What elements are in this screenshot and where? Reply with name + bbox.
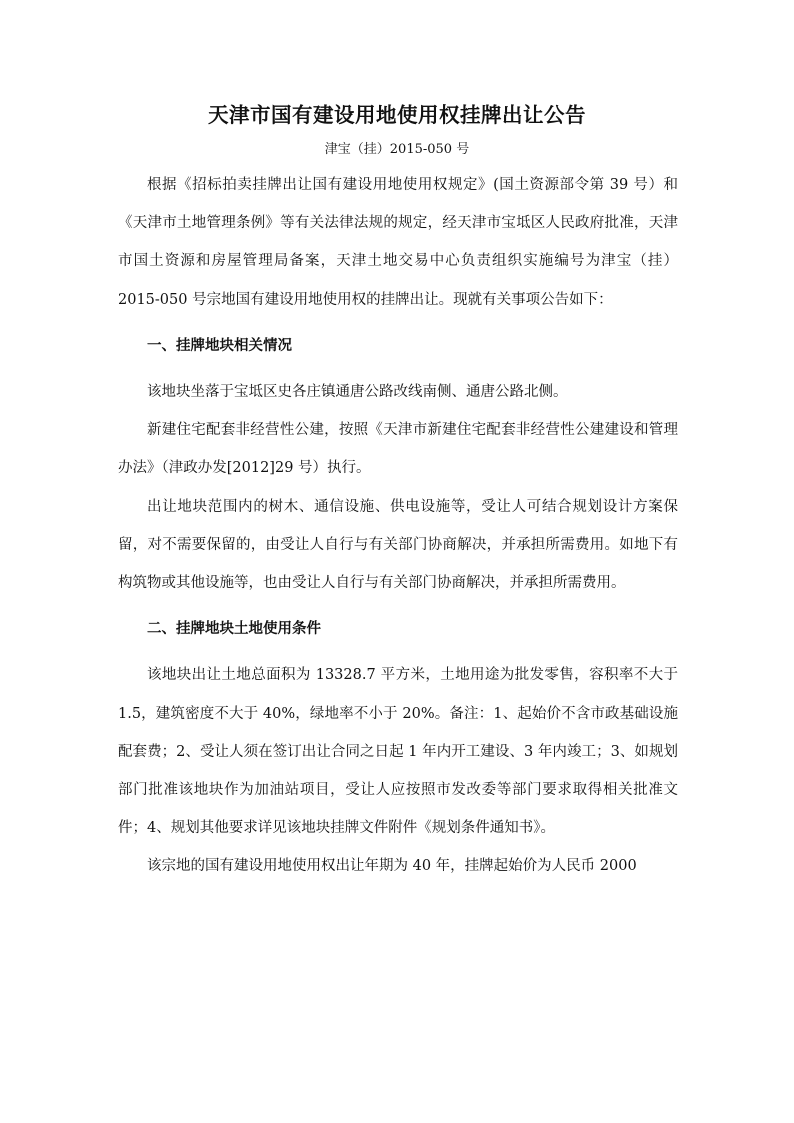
paragraph-location: 该地块坐落于宝坻区史各庄镇通唐公路改线南侧、通唐公路北侧。 [147,384,568,401]
spacer [118,319,678,327]
section-heading-1: 一、挂牌地块相关情况 [147,337,292,354]
paragraph-intro: 根据《招标拍卖挂牌出让国有建设用地使用权规定》(国土资源部令第 39 号）和《天津市土地管理条例》等有关法律法规的规定，经天津市宝坻区人民政府批准，天津市国土资源和房屋管理局备案，天津土地交易中心负责组织实施编号为津宝（挂）2015-050 号宗地国有建设用地使用权的挂牌出让。现就有关事项公告如下： [118,177,678,308]
paragraph-land-conditions: 该地块出让土地总面积为 13328.7 平方米，土地用途为批发零售，容积率不大于 1.5，建筑密度不大于 40%，绿地率不小于 20%。备注：1、起始价不含市政基础设施配套费；2、受让人须在签订出让合同之日起 1 年内开工建设、3 年内竣工；3、如规划部门批准该地块作为加油站项目，受让人应按照市发改委等部门要求取得相关批准文件；4、规划其他要求详见该地块挂牌文件附件《规划条件通知书》。 [118,667,678,837]
paragraph-term-price: 该宗地的国有建设用地使用权出让年期为 40 年，挂牌起始价为人民币 2000 [147,858,637,875]
section-heading-2: 二、挂牌地块土地使用条件 [147,621,321,638]
spacer [118,648,678,656]
paragraph-existing-facilities: 出让地块范围内的树木、通信设施、供电设施等，受让人可结合规划设计方案保留，对不需要保留的，由受让人自行与有关部门协商解决，并承担所需费用。如地下有构筑物或其他设施等，也由受让人自行与有关部门协商解决，并承担所需费用。 [118,498,678,592]
paragraph-public-facilities: 新建住宅配套非经营性公建，按照《天津市新建住宅配套非经营性公建建设和管理办法》（津政办发[2012]29 号）执行。 [118,422,678,477]
page-title: 天津市国有建设用地使用权挂牌出让公告 [208,103,586,127]
document-number: 津宝（挂）2015-050 号 [324,142,470,157]
spacer [118,602,678,610]
document-body [118,166,678,886]
spacer [118,365,678,373]
